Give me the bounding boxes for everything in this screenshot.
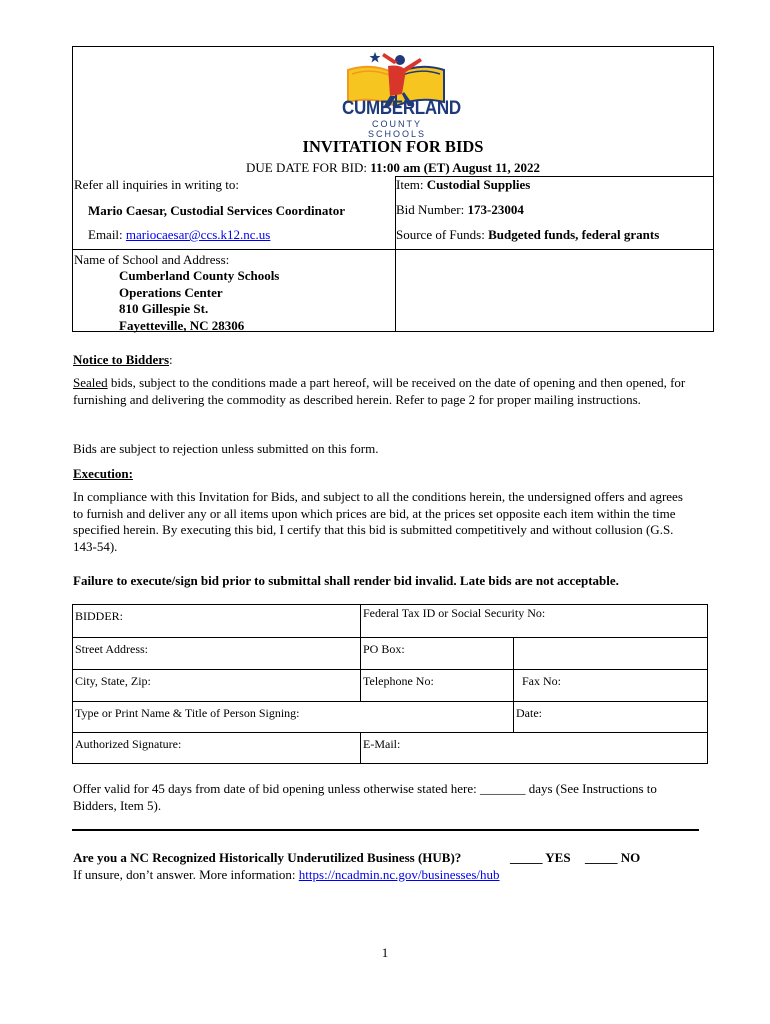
address-line: 810 Gillespie St. bbox=[119, 301, 209, 316]
fax-label: Fax No: bbox=[522, 674, 561, 688]
hub-note-line bbox=[73, 867, 500, 883]
telephone-label: Telephone No: bbox=[363, 674, 434, 688]
cumberland-logo bbox=[338, 50, 461, 139]
notice-paragraph-text: bids, subject to the conditions made a part hereof, will be received on the date of opening and then opened, for furnishing and delivering the commodity as described herein. Refer to page 2 for proper mailing instructions. bbox=[73, 375, 686, 407]
po-box-label: PO Box: bbox=[363, 642, 405, 656]
rejection-note: Bids are subject to rejection unless submitted on this form. bbox=[73, 441, 379, 456]
fax-field[interactable] bbox=[513, 669, 708, 702]
address-line: Fayetteville, NC 28306 bbox=[119, 317, 245, 333]
due-date-value: 11:00 am (ET) August 11, 2022 bbox=[370, 160, 540, 175]
hub-no[interactable]: _____ NO bbox=[585, 850, 641, 865]
hub-note: If unsure, don’t answer. More information: bbox=[73, 867, 296, 882]
bid-number-line bbox=[396, 202, 524, 218]
execution-heading: Execution: bbox=[73, 466, 133, 481]
divider bbox=[72, 829, 699, 831]
divider bbox=[395, 176, 396, 332]
failure-warning: Failure to execute/sign bid prior to submittal shall render bid invalid. Late bids are not acceptable. bbox=[73, 573, 619, 588]
address-line: Operations Center bbox=[119, 284, 223, 300]
date-label: Date: bbox=[516, 706, 542, 720]
sealed-word: Sealed bbox=[73, 375, 108, 390]
signer-name-field[interactable] bbox=[72, 701, 514, 733]
city-state-zip-field[interactable] bbox=[72, 669, 361, 702]
city-state-zip-label: City, State, Zip: bbox=[75, 674, 151, 688]
item-label: Item: bbox=[396, 177, 424, 192]
contact-name: Mario Caesar, Custodial Services Coordinator bbox=[88, 203, 345, 218]
execution-paragraph: In compliance with this Invitation for Bids, and subject to all the conditions herein, the undersigned offers and agrees to furnish and deliver any or all items upon which prices are bid, at the prices set opposite each item within the time specified herein. By executing this bid, I certify that this bid is submitted competitively and without collusion (G.S. 143-54). bbox=[73, 489, 683, 554]
bidder-label: BIDDER: bbox=[75, 609, 123, 623]
bidder-field[interactable] bbox=[72, 604, 361, 638]
page-number: 1 bbox=[381, 945, 389, 960]
email-label: Email: bbox=[88, 227, 123, 242]
hub-yes[interactable]: _____ YES bbox=[510, 850, 571, 865]
date-field[interactable] bbox=[513, 701, 708, 733]
due-date-line bbox=[72, 160, 714, 176]
email-line bbox=[88, 227, 270, 243]
notice-heading-colon: : bbox=[169, 352, 173, 367]
bid-number-value: 173-23004 bbox=[467, 202, 524, 217]
funds-value: Budgeted funds, federal grants bbox=[488, 227, 660, 242]
email-field-label: E-Mail: bbox=[363, 737, 401, 751]
po-box-extra-field[interactable] bbox=[513, 637, 708, 670]
tax-id-label: Federal Tax ID or Social Security No: bbox=[363, 606, 546, 620]
inquiries-label: Refer all inquiries in writing to: bbox=[74, 177, 239, 192]
funds-line bbox=[396, 227, 659, 243]
signature-label: Authorized Signature: bbox=[75, 737, 182, 751]
logo-name-line1: CUMBERLAND bbox=[342, 96, 461, 119]
notice-heading-text: Notice to Bidders bbox=[73, 352, 170, 367]
logo-name-line2: COUNTY SCHOOLS bbox=[367, 119, 426, 139]
signature-field[interactable] bbox=[72, 732, 361, 764]
address-label: Name of School and Address: bbox=[74, 252, 230, 267]
signer-name-label: Type or Print Name & Title of Person Signing: bbox=[75, 706, 300, 720]
notice-heading bbox=[73, 352, 173, 368]
notice-paragraph bbox=[73, 375, 693, 408]
address-block bbox=[119, 268, 279, 334]
tax-id-field[interactable] bbox=[360, 604, 708, 638]
street-address-field[interactable] bbox=[72, 637, 361, 670]
funds-label: Source of Funds: bbox=[396, 227, 485, 242]
email-field[interactable] bbox=[360, 732, 708, 764]
offer-validity: Offer valid for 45 days from date of bid opening unless otherwise stated here: _______ days (See Instructions to Bidders, Item 5). bbox=[73, 781, 657, 813]
item-line bbox=[396, 177, 530, 193]
hub-link[interactable]: https://ncadmin.nc.gov/businesses/hub bbox=[298, 867, 500, 882]
bid-number-label: Bid Number: bbox=[396, 202, 465, 217]
email-link[interactable]: mariocaesar@ccs.k12.nc.us bbox=[125, 227, 271, 242]
address-line: Cumberland County Schools bbox=[119, 268, 280, 283]
divider bbox=[73, 249, 714, 250]
item-value: Custodial Supplies bbox=[426, 177, 531, 192]
due-date-label: DUE DATE FOR BID: bbox=[246, 160, 367, 175]
page-title: INVITATION FOR BIDS bbox=[302, 137, 484, 156]
po-box-field[interactable] bbox=[360, 637, 514, 670]
street-address-label: Street Address: bbox=[75, 642, 148, 656]
hub-question: Are you a NC Recognized Historically Underutilized Business (HUB)? bbox=[73, 850, 462, 865]
telephone-field[interactable] bbox=[360, 669, 514, 702]
